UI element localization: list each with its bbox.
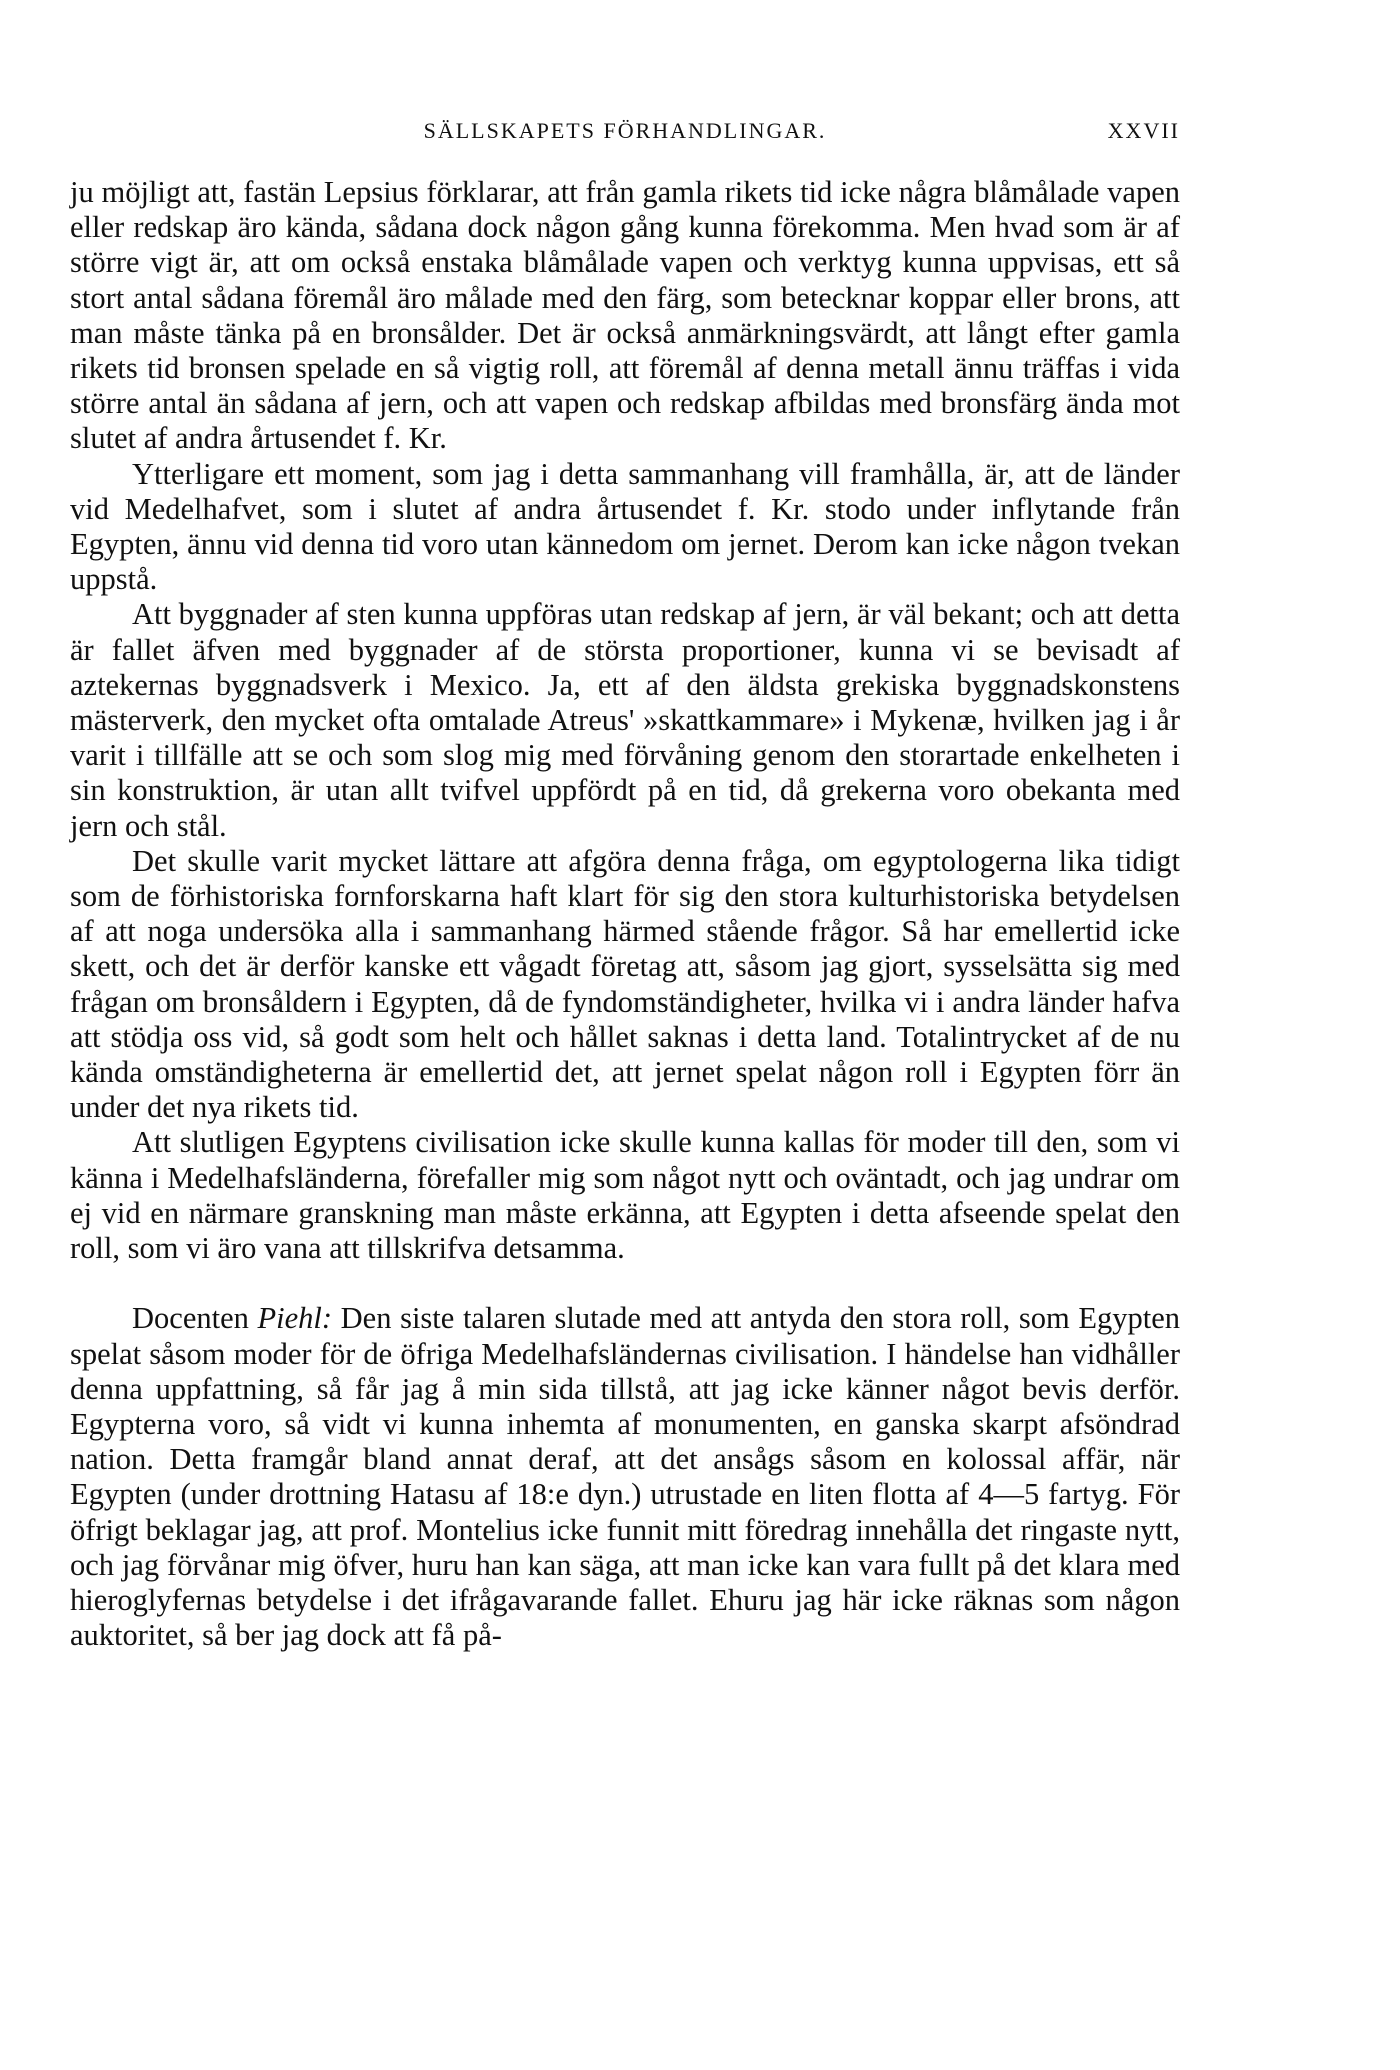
paragraph-conclusion: Att slutligen Egyptens civilisation icke skulle kunna kallas för moder till den, som vi känna i Medelhafsländerna, förefaller mig som något nytt och oväntadt, och jag undrar om ej vid en närmare granskning man måste erkänna, att Egypten i detta afseende spelat den roll, som vi äro vana att tillskrifva detsamma. [70,1125,1180,1266]
speech-text: Den siste talaren slutade med att antyda den stora roll, som Egypten spelat såsom moder för de öfriga Medelhafsländernas civilisation. I händelse han vidhåller denna uppfattning, så får jag å min sida tillstå, att jag icke känner något bevis derför. Egypterna voro, så vidt vi kunna inhemta af monumenten, en ganska skarpt afsöndrad nation. Detta framgår bland annat deraf, att det ansågs såsom en kolossal affär, när Egypten (under drottning Hatasu af 18:e dyn.) utrustade en liten flotta af 4—5 fartyg. För öfrigt beklagar jag, att prof. Montelius icke funnit mitt föredrag innehålla det ringaste nytt, och jag förvånar mig öfver, huru han kan säga, att man icke kan vara fullt på det klara med hieroglyfernas betydelse i det ifrågavarande fallet. Ehuru jag här icke räknas som någon auktoritet, så ber jag dock att få på- [70,1301,1180,1653]
page-number: XXVII [1107,118,1180,143]
paragraph-mediterranean: Ytterligare ett moment, som jag i detta sammanhang vill framhålla, är, att de länder vid Medelhafvet, som i slutet af andra årtusendet f. Kr. stodo under inflytande från Egypten, ännu vid denna tid voro utan kännedom om jernet. Derom kan icke någon tvekan uppstå. [70,456,1180,597]
speech-lead: Docenten [132,1301,249,1336]
speech-paragraph [70,1301,1180,1653]
speaker-name: Piehl: [257,1301,333,1336]
body-text [70,175,1180,1955]
paragraph-continued: ju möjligt att, fastän Lepsius förklarar, att från gamla rikets tid icke några blåmålade vapen eller redskap äro kända, sådana dock någon gång kunna förekomma. Men hvad som är af större vigt är, att om också enstaka blåmålade vapen och verktyg kunna uppvisas, ett så stort antal sådana föremål äro målade med den färg, som betecknar koppar eller brons, att man måste tänka på en bronsålder. Det är också anmärkningsvärdt, att långt efter gamla rikets tid bronsen spelade en så vigtig roll, att föremål af denna metall ännu träffas i vida större antal än sådana af jern, och att vapen och redskap afbildas med bronsfärg ända mot slutet af andra årtusendet f. Kr. [70,175,1180,456]
page-header [70,118,1180,158]
paragraph-egyptologists: Det skulle varit mycket lättare att afgöra denna fråga, om egyptologerna lika tidigt som de förhistoriska fornforskarna haft klart för sig den stora kulturhistoriska betydelsen af att noga undersöka alla i sammanhang härmed stående frågor. Så har emellertid icke skett, och det är derför kanske ett vågadt företag att, såsom jag gjort, sysselsätta sig med frågan om bronsåldern i Egypten, då de fyndomständigheter, hvilka vi i andra länder hafva att stödja oss vid, så godt som helt och hållet saknas i detta land. Totalintrycket af de nu kända omständigheterna är emellertid det, att jernet spelat någon roll i Egypten förr än under det nya rikets tid. [70,843,1180,1125]
running-title: SÄLLSKAPETS FÖRHANDLINGAR. [423,118,827,143]
paragraph-stone-buildings: Att byggnader af sten kunna uppföras utan redskap af jern, är väl bekant; och att detta är fallet äfven med byggnader af de största proportioner, kunna vi se bevisadt af aztekernas byggnadsverk i Mexico. Ja, ett af den äldsta grekiska byggnadskonstens mästerverk, den mycket ofta omtalade Atreus' »skattkammare» i Mykenæ, hvilken jag i år varit i tillfälle att se och som slog mig med förvåning genom den storartade enkelheten i sin konstruktion, är utan allt tvifvel uppfördt på en tid, då grekerna voro obekanta med jern och stål. [70,597,1180,843]
